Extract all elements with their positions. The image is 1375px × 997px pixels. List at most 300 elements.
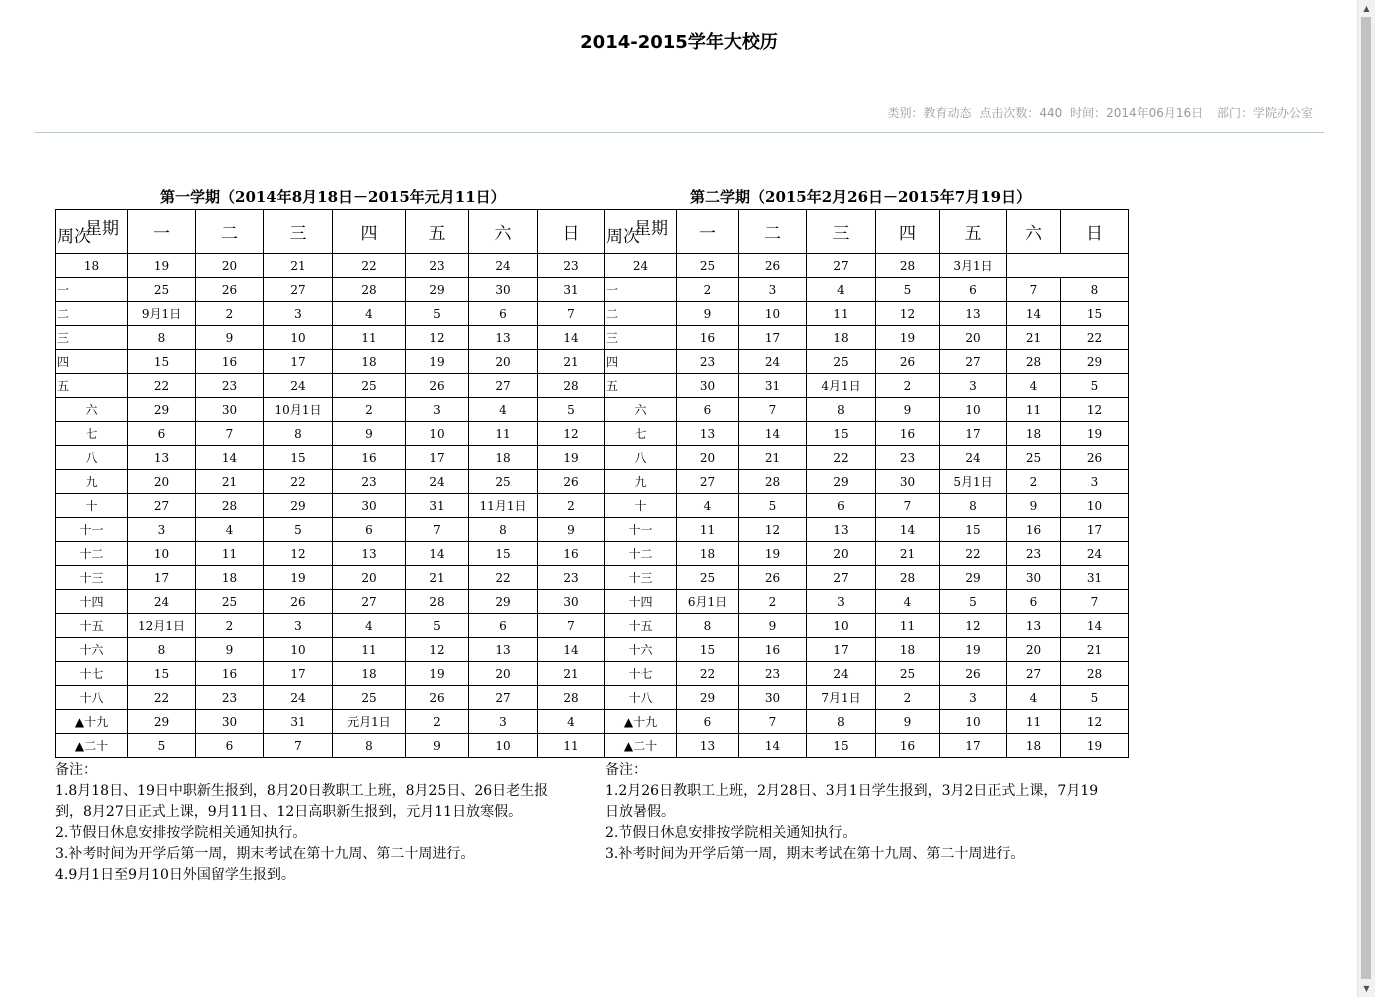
date-cell: 26	[264, 590, 333, 614]
week-number-cell: 五	[56, 374, 128, 398]
date-cell: 12	[940, 614, 1007, 638]
date-cell: 28	[538, 686, 605, 710]
date-cell: 22	[333, 254, 406, 278]
date-cell: 28	[739, 470, 807, 494]
weekday-header: 二	[196, 210, 264, 254]
date-cell: 27	[940, 350, 1007, 374]
date-cell: 11	[333, 326, 406, 350]
date-cell: 21	[264, 254, 333, 278]
date-cell: 17	[406, 446, 469, 470]
weekday-header: 四	[333, 210, 406, 254]
date-cell: 5	[876, 278, 940, 302]
date-cell: 7	[739, 710, 807, 734]
week-row	[56, 326, 1129, 350]
date-cell: 12	[264, 542, 333, 566]
date-cell: 22	[677, 662, 739, 686]
date-cell: 6	[333, 518, 406, 542]
week-number-cell: ▲二十	[605, 734, 677, 758]
date-cell: 9	[196, 326, 264, 350]
date-cell: 9	[739, 614, 807, 638]
week-number-cell: 二	[605, 302, 677, 326]
date-cell: 6	[469, 302, 538, 326]
date-cell: 4	[876, 590, 940, 614]
week-number-cell: 七	[605, 422, 677, 446]
date-cell: 7月1日	[807, 686, 876, 710]
date-cell: 5	[1061, 374, 1129, 398]
date-cell: 21	[406, 566, 469, 590]
date-cell: 30	[469, 278, 538, 302]
corner-week-label: 周次	[57, 227, 91, 247]
date-cell: 29	[128, 398, 196, 422]
date-cell: 11	[876, 614, 940, 638]
week-number-cell: ▲二十	[56, 734, 128, 758]
date-cell: 26	[538, 470, 605, 494]
semester2-title: 第二学期（2015年2月26日－2015年7月19日）	[690, 188, 1032, 206]
date-cell: 27	[333, 590, 406, 614]
date-cell: 4	[538, 710, 605, 734]
date-cell: 21	[196, 470, 264, 494]
date-cell: 6	[940, 278, 1007, 302]
week-row	[56, 518, 1129, 542]
date-cell: 3	[739, 278, 807, 302]
week-row	[56, 422, 1129, 446]
scroll-down-arrow-icon[interactable]: ▼	[1363, 984, 1370, 993]
week-row	[56, 662, 1129, 686]
date-cell: 23	[333, 470, 406, 494]
date-cell: 26	[1061, 446, 1129, 470]
date-cell: 3	[940, 686, 1007, 710]
date-cell: 11	[1007, 398, 1061, 422]
week-number-cell: 四	[605, 350, 677, 374]
date-cell: 17	[940, 422, 1007, 446]
date-cell: 26	[406, 374, 469, 398]
date-cell: 6	[1007, 590, 1061, 614]
date-cell: 8	[807, 398, 876, 422]
date-cell: 24	[264, 686, 333, 710]
date-cell: 7	[739, 398, 807, 422]
date-cell: 7	[406, 518, 469, 542]
note-line: 备注：	[605, 762, 647, 778]
week-number-cell: 十四	[56, 590, 128, 614]
date-cell: 9	[1007, 494, 1061, 518]
date-cell: 4	[677, 494, 739, 518]
date-cell: 28	[196, 494, 264, 518]
date-cell: 6	[128, 422, 196, 446]
date-cell: 2	[739, 590, 807, 614]
date-cell: 27	[469, 686, 538, 710]
weekday-header: 一	[677, 210, 739, 254]
date-cell: 9	[538, 518, 605, 542]
date-cell: 24	[807, 662, 876, 686]
date-cell: 27	[677, 470, 739, 494]
date-cell: 24	[128, 590, 196, 614]
date-cell: 26	[940, 662, 1007, 686]
date-cell: 11	[469, 422, 538, 446]
week-number-cell: 十四	[605, 590, 677, 614]
date-cell: 9	[876, 710, 940, 734]
date-cell: 4	[469, 398, 538, 422]
date-cell: 28	[876, 254, 940, 278]
date-cell: 2	[677, 278, 739, 302]
date-cell: 12	[1061, 710, 1129, 734]
date-cell: 30	[196, 710, 264, 734]
date-cell: 20	[469, 662, 538, 686]
corner-cell-2	[605, 210, 677, 254]
date-cell: 22	[128, 374, 196, 398]
date-cell: 4	[196, 518, 264, 542]
weekday-header: 六	[1007, 210, 1061, 254]
date-cell: 14	[739, 422, 807, 446]
week-number-cell: 十一	[56, 518, 128, 542]
corner-week-label: 周次	[606, 227, 640, 247]
date-cell: 19	[1061, 734, 1129, 758]
date-cell: 17	[264, 350, 333, 374]
date-cell: 3	[807, 590, 876, 614]
date-cell: 15	[677, 638, 739, 662]
meta-clicks: 点击次数：440	[979, 106, 1063, 120]
date-cell: 30	[739, 686, 807, 710]
week-row	[56, 470, 1129, 494]
week-number-cell: 十七	[56, 662, 128, 686]
date-cell: 20	[333, 566, 406, 590]
week-number-cell: 一	[56, 278, 128, 302]
date-cell: 7	[538, 614, 605, 638]
date-cell: 3	[940, 374, 1007, 398]
week-row	[56, 494, 1129, 518]
date-cell: 17	[807, 638, 876, 662]
week-row	[56, 254, 1129, 278]
date-cell: 22	[264, 470, 333, 494]
date-cell: 5	[406, 614, 469, 638]
date-cell: 3	[406, 398, 469, 422]
date-cell: 2	[333, 398, 406, 422]
date-cell: 19	[406, 350, 469, 374]
date-cell: 3	[264, 302, 333, 326]
date-cell: 19	[406, 662, 469, 686]
date-cell: 13	[469, 326, 538, 350]
date-cell: 31	[739, 374, 807, 398]
weekday-header: 四	[876, 210, 940, 254]
date-cell: 11	[333, 638, 406, 662]
date-cell: 25	[677, 566, 739, 590]
date-cell: 12	[739, 518, 807, 542]
date-cell: 25	[196, 590, 264, 614]
date-cell: 17	[264, 662, 333, 686]
date-cell: 2	[196, 302, 264, 326]
date-cell: 24	[264, 374, 333, 398]
week-row	[56, 446, 1129, 470]
date-cell: 20	[469, 350, 538, 374]
date-cell: 2	[196, 614, 264, 638]
date-cell: 14	[1007, 302, 1061, 326]
scrollbar-thumb[interactable]	[1361, 17, 1371, 979]
weekday-header: 二	[739, 210, 807, 254]
date-cell: 2	[1007, 470, 1061, 494]
date-cell: 18	[1007, 734, 1061, 758]
date-cell: 16	[196, 662, 264, 686]
date-cell: 21	[538, 350, 605, 374]
date-cell: 24	[940, 446, 1007, 470]
date-cell: 19	[940, 638, 1007, 662]
date-cell: 18	[469, 446, 538, 470]
date-cell: 28	[1061, 662, 1129, 686]
date-cell: 18	[677, 542, 739, 566]
date-cell: 7	[538, 302, 605, 326]
semester2-notes	[605, 760, 1110, 865]
week-number-cell: 八	[605, 446, 677, 470]
date-cell: 14	[876, 518, 940, 542]
date-cell: 21	[1007, 326, 1061, 350]
date-cell: 26	[739, 254, 807, 278]
note-line: 3.补考时间为开学后第一周，期末考试在第十九周、第二十周进行。	[605, 846, 1025, 862]
date-cell: 29	[677, 686, 739, 710]
date-cell: 13	[677, 422, 739, 446]
week-number-cell: 24	[605, 254, 677, 278]
date-cell: 28	[333, 278, 406, 302]
date-cell: 23	[406, 254, 469, 278]
date-cell: 8	[333, 734, 406, 758]
week-row	[56, 590, 1129, 614]
date-cell: 23	[196, 686, 264, 710]
date-cell: 28	[876, 566, 940, 590]
scroll-up-arrow-icon[interactable]: ▲	[1363, 4, 1370, 13]
date-cell: 11	[677, 518, 739, 542]
date-cell: 14	[1061, 614, 1129, 638]
date-cell: 13	[940, 302, 1007, 326]
date-cell: 19	[876, 326, 940, 350]
date-cell: 27	[807, 254, 876, 278]
date-cell: 16	[196, 350, 264, 374]
date-cell: 13	[1007, 614, 1061, 638]
date-cell: 16	[739, 638, 807, 662]
week-row	[56, 398, 1129, 422]
date-cell: 8	[1061, 278, 1129, 302]
date-cell: 10	[940, 398, 1007, 422]
date-cell: 18	[1007, 422, 1061, 446]
date-cell: 2	[538, 494, 605, 518]
date-cell: 4	[807, 278, 876, 302]
date-cell: 16	[876, 734, 940, 758]
date-cell: 24	[1061, 542, 1129, 566]
date-cell: 6	[677, 710, 739, 734]
weekday-header: 三	[807, 210, 876, 254]
week-number-cell: ▲十九	[56, 710, 128, 734]
date-cell: 18	[196, 566, 264, 590]
date-cell: 25	[1007, 446, 1061, 470]
date-cell: 5	[538, 398, 605, 422]
date-cell: 6	[196, 734, 264, 758]
date-cell: 5	[1061, 686, 1129, 710]
note-line: 2.节假日休息安排按学院相关通知执行。	[55, 825, 307, 841]
date-cell: 6	[677, 398, 739, 422]
date-cell: 8	[469, 518, 538, 542]
week-number-cell: 四	[56, 350, 128, 374]
date-cell: 20	[128, 470, 196, 494]
week-number-cell: 十五	[56, 614, 128, 638]
corner-cell-1	[56, 210, 128, 254]
week-number-cell: 八	[56, 446, 128, 470]
weekday-header-row	[56, 210, 1129, 254]
date-cell: 19	[538, 446, 605, 470]
date-cell: 15	[264, 446, 333, 470]
date-cell: 23	[677, 350, 739, 374]
date-cell: 15	[469, 542, 538, 566]
date-cell: 8	[128, 638, 196, 662]
week-number-cell: 十一	[605, 518, 677, 542]
date-cell: 4	[333, 614, 406, 638]
date-cell: 8	[940, 494, 1007, 518]
date-cell: 22	[807, 446, 876, 470]
date-cell: 14	[196, 446, 264, 470]
date-cell: 16	[333, 446, 406, 470]
date-cell: 15	[940, 518, 1007, 542]
date-cell: 9	[196, 638, 264, 662]
date-cell: 10	[264, 638, 333, 662]
date-cell: 30	[538, 590, 605, 614]
date-cell: 6	[807, 494, 876, 518]
date-cell: 30	[1007, 566, 1061, 590]
date-cell: 9	[677, 302, 739, 326]
weekday-header: 日	[538, 210, 605, 254]
date-cell: 3	[128, 518, 196, 542]
date-cell: 16	[538, 542, 605, 566]
date-cell: 9	[876, 398, 940, 422]
date-cell: 29	[406, 278, 469, 302]
date-cell: 8	[677, 614, 739, 638]
note-line: 3.补考时间为开学后第一周，期末考试在第十九周、第二十周进行。	[55, 846, 475, 862]
date-cell: 26	[406, 686, 469, 710]
date-cell: 10月1日	[264, 398, 333, 422]
weekday-header: 五	[940, 210, 1007, 254]
date-cell: 20	[940, 326, 1007, 350]
note-line: 2.节假日休息安排按学院相关通知执行。	[605, 825, 857, 841]
date-cell: 7	[1007, 278, 1061, 302]
date-cell: 15	[128, 662, 196, 686]
date-cell: 3	[469, 710, 538, 734]
article-meta	[883, 104, 1313, 121]
date-cell: 8	[128, 326, 196, 350]
date-cell: 26	[876, 350, 940, 374]
week-number-cell: 九	[605, 470, 677, 494]
date-cell: 15	[128, 350, 196, 374]
date-cell: 12	[406, 326, 469, 350]
date-cell: 24	[469, 254, 538, 278]
empty-cell	[1007, 254, 1129, 278]
date-cell: 25	[333, 686, 406, 710]
date-cell: 7	[196, 422, 264, 446]
week-row	[56, 686, 1129, 710]
date-cell: 31	[264, 710, 333, 734]
date-cell: 12月1日	[128, 614, 196, 638]
date-cell: 23	[876, 446, 940, 470]
date-cell: 4	[333, 302, 406, 326]
week-number-cell: 九	[56, 470, 128, 494]
date-cell: 11	[1007, 710, 1061, 734]
date-cell: 22	[940, 542, 1007, 566]
date-cell: 10	[128, 542, 196, 566]
date-cell: 17	[739, 326, 807, 350]
date-cell: 21	[739, 446, 807, 470]
date-cell: 18	[807, 326, 876, 350]
calendar-table	[55, 209, 1129, 758]
date-cell: 4	[1007, 686, 1061, 710]
date-cell: 25	[677, 254, 739, 278]
date-cell: 20	[807, 542, 876, 566]
date-cell: 7	[876, 494, 940, 518]
date-cell: 10	[264, 326, 333, 350]
date-cell: 3月1日	[940, 254, 1007, 278]
date-cell: 25	[333, 374, 406, 398]
date-cell: 13	[807, 518, 876, 542]
date-cell: 30	[677, 374, 739, 398]
week-row	[56, 710, 1129, 734]
date-cell: 18	[876, 638, 940, 662]
date-cell: 13	[333, 542, 406, 566]
week-row	[56, 566, 1129, 590]
date-cell: 11	[807, 302, 876, 326]
date-cell: 31	[538, 278, 605, 302]
vertical-scrollbar[interactable]	[1357, 0, 1375, 997]
week-number-cell: 十二	[56, 542, 128, 566]
week-number-cell: 十六	[605, 638, 677, 662]
week-number-cell: 十七	[605, 662, 677, 686]
date-cell: 6	[469, 614, 538, 638]
week-row	[56, 350, 1129, 374]
date-cell: 29	[128, 710, 196, 734]
date-cell: 22	[1061, 326, 1129, 350]
date-cell: 13	[469, 638, 538, 662]
date-cell: 2	[876, 686, 940, 710]
date-cell: 10	[807, 614, 876, 638]
date-cell: 12	[876, 302, 940, 326]
date-cell: 8	[807, 710, 876, 734]
date-cell: 30	[876, 470, 940, 494]
date-cell: 11月1日	[469, 494, 538, 518]
date-cell: 23	[538, 254, 605, 278]
week-number-cell: ▲十九	[605, 710, 677, 734]
date-cell: 9	[406, 734, 469, 758]
date-cell: 15	[807, 422, 876, 446]
date-cell: 25	[876, 662, 940, 686]
weekday-header: 一	[128, 210, 196, 254]
week-number-cell: 十	[56, 494, 128, 518]
date-cell: 14	[739, 734, 807, 758]
week-number-cell: 一	[605, 278, 677, 302]
date-cell: 4月1日	[807, 374, 876, 398]
week-number-cell: 三	[605, 326, 677, 350]
date-cell: 23	[739, 662, 807, 686]
date-cell: 17	[128, 566, 196, 590]
date-cell: 18	[333, 350, 406, 374]
week-number-cell: 三	[56, 326, 128, 350]
date-cell: 30	[196, 398, 264, 422]
date-cell: 26	[739, 566, 807, 590]
week-row	[56, 542, 1129, 566]
date-cell: 29	[1061, 350, 1129, 374]
date-cell: 18	[333, 662, 406, 686]
date-cell: 13	[128, 446, 196, 470]
date-cell: 31	[406, 494, 469, 518]
date-cell: 27	[807, 566, 876, 590]
date-cell: 14	[406, 542, 469, 566]
meta-category: 类别：教育动态	[887, 106, 972, 120]
date-cell: 12	[406, 638, 469, 662]
note-line: 1.2月26日教职工上班，2月28日、3月1日学生报到，3月2日正式上课，7月19日放暑假。	[605, 783, 1099, 820]
date-cell: 26	[196, 278, 264, 302]
date-cell: 28	[538, 374, 605, 398]
date-cell: 19	[128, 254, 196, 278]
meta-dept: 部门：学院办公室	[1216, 106, 1313, 120]
